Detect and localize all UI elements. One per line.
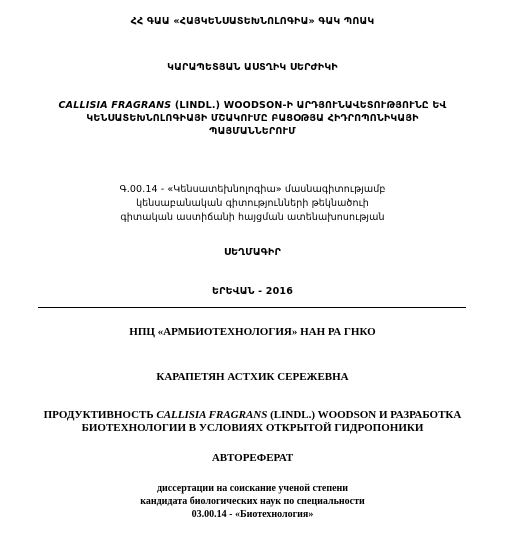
armenian-city-year: ԵՐԵՎԱՆ - 2016 [211,286,294,297]
russian-title-line-1-pre: ПРОДУКТИВНОСТЬ [43,409,157,421]
section-divider [38,307,466,308]
russian-degree-line-1: диссертации на соискание ученой степени [156,483,349,494]
armenian-title-line-1-rest: (LINDL.) WOODSON-Ի ԱՐԴՅՈՒՆԱՎԵՏՈՒԹՅՈՒՆԸ ԵՎ [171,100,447,111]
russian-title-species: CALLISIA FRAGRANS [156,409,268,421]
armenian-specialty-line-3: գիտական աստիճանի հայցման ատենախոսության [120,212,385,223]
armenian-author: ԿԱՐԱՊԵՏՅԱՆ ԱՍՏՂԻԿ ՍԵՐԺԻԿԻ [167,62,338,73]
russian-title-line-2: БИОТЕХНОЛОГИИ В УСЛОВИЯХ ОТКРЫТОЙ ГИДРОПОНИКИ [81,422,424,434]
russian-degree-line-3: 03.00.14 - «Биотехнология» [191,509,314,520]
armenian-specialty-line-1: Գ.00.14 - «Կենսատեխնոլոգիա» մասնագիտությամբ [119,184,386,195]
russian-degree-line-2: кандидата биологических наук по специальности [140,496,365,507]
armenian-title-species: CALLISIA FRAGRANS [58,100,172,111]
armenian-title-line-1 [0,99,505,112]
russian-title-line-1 [0,409,505,422]
russian-doc-type: АВТОРЕФЕРАТ [211,452,294,464]
russian-author: КАРАПЕТЯН АСТХИК СЕРЕЖЕВНА [156,371,349,383]
armenian-title-line-3: ՊԱՅՄԱՆՆԵՐՈՒՄ [209,126,296,137]
armenian-institution: ՀՀ ԳԱԱ «ՀԱՅԿԵՆՍԱՏԵԽՆՈԼՈԳԻԱ» ԳԱԿ ՊՈԱԿ [130,16,375,27]
armenian-title-line-2: ԿԵՆՍԱՏԵԽՆՈԼՈԳԻԱՅԻ ՄՇԱԿՈՒՄԸ ԲԱՑՕԹՅԱ ՀԻԴՐՈՊՈՆԻԿԱՅԻ [86,113,419,124]
russian-institution: НПЦ «АРМБИОТЕХНОЛОГИЯ» НАН РА ГНКО [129,326,376,338]
armenian-specialty-line-2: կենսաբանական գիտությունների թեկնածուի [136,198,369,209]
armenian-doc-type: ՍԵՂՄԱԳԻՐ [224,247,281,258]
russian-title-line-1-post: (LINDL.) WOODSON И РАЗРАБОТКА [267,409,462,421]
